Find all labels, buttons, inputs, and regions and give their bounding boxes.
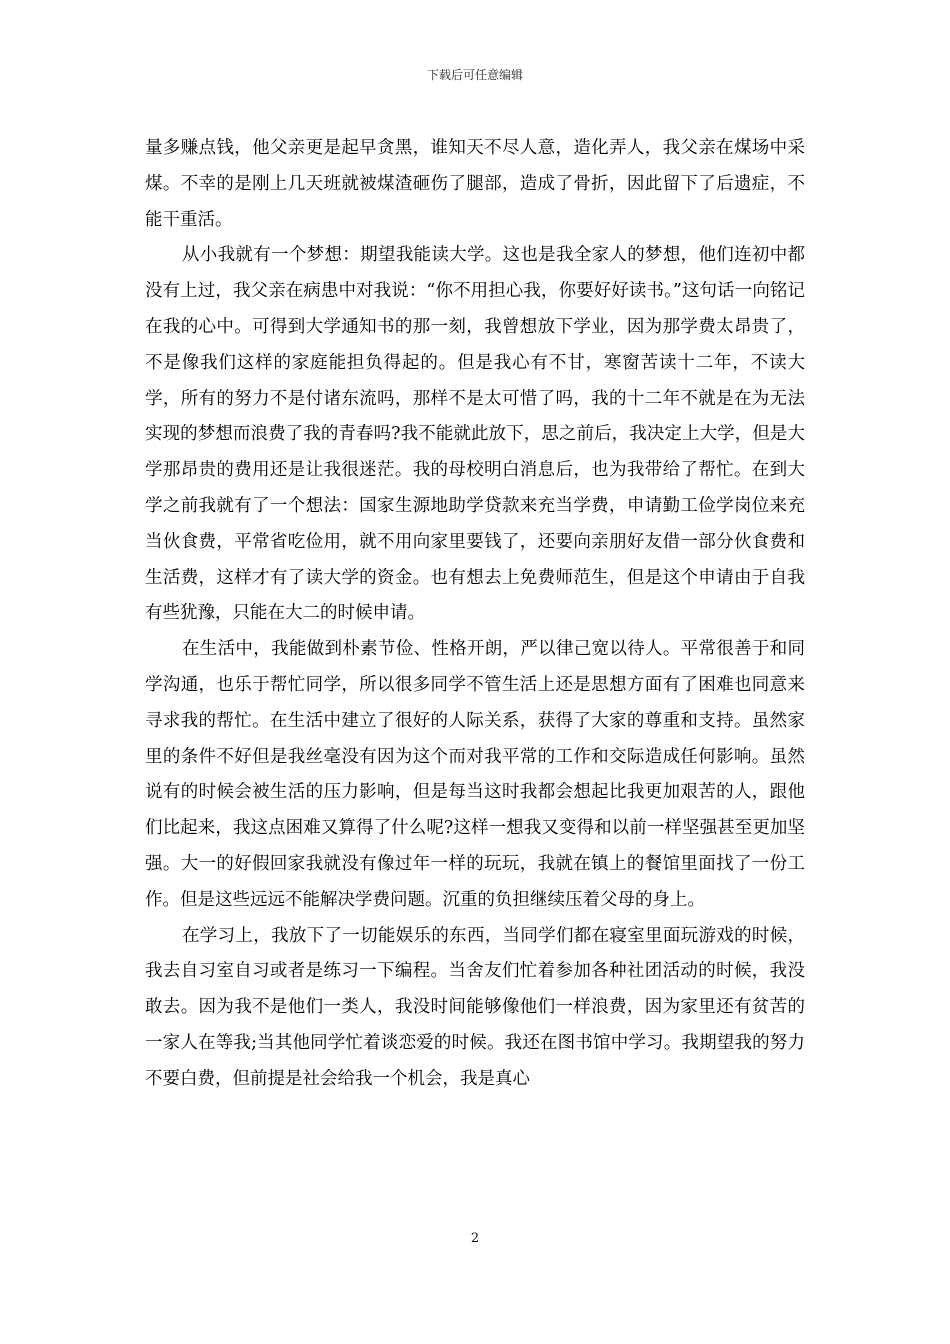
paragraph-1: 量多赚点钱，他父亲更是起早贪黑，谁知天不尽人意，造化弄人，我父亲在煤场中采煤。不幸的是刚上几天班就被煤渣砸伤了腿部，造成了骨折，因此留下了后遗症，不能干重活。 [145, 138, 805, 230]
page-number: 2 [470, 1231, 480, 1246]
paragraph-2: 从小我就有一个梦想：期望我能读大学。这也是我全家人的梦想，他们连初中都没有上过，我父亲在病患中对我说：“你不用担心我，你要好好读书。”这句话一向铭记在我的心中。可得到大学通知书的那一刻，我曾想放下学业，因为那学费太昂贵了，不是像我们这样的家庭能担负得起的。但是我心有不甘，寒窗苦读十二年，不读大学，所有的努力不是付诸东流吗，那样不是太可惜了吗，我的十二年不就是在为无法实现的梦想而浪费了我的青春吗?我不能就此放下，思之前后，我决定上大学，但是大学那昂贵的费用还是让我很迷茫。我的母校明白消息后，也为我带给了帮忙。在到大学之前我就有了一个想法：国家生源地助学贷款来充当学费，申请勤工俭学岗位来充当伙食费，平常省吃俭用，就不用向家里要钱了，还要向亲朋好友借一部分伙食费和生活费，这样才有了读大学的资金。也有想去上免费师范生，但是这个申请由于自我有些犹豫，只能在大二的时候申请。 [145, 245, 805, 624]
document-body [145, 131, 805, 1098]
page-header: 下载后可任意编辑 [426, 68, 523, 82]
paragraph-3: 在生活中，我能做到朴素节俭、性格开朗，严以律己宽以待人。平常很善于和同学沟通，也乐于帮忙同学，所以很多同学不管生活上还是思想方面有了困难也同意来寻求我的帮忙。在生活中建立了很好的人际关系，获得了大家的尊重和支持。虽然家里的条件不好但是我丝毫没有因为这个而对我平常的工作和交际造成任何影响。虽然说有的时候会被生活的压力影响，但是每当这时我都会想起比我更加艰苦的人，跟他们比起来，我这点困难又算得了什么呢?这样一想我又变得和以前一样坚强甚至更加坚强。大一的好假回家我就没有像过年一样的玩玩，我就在镇上的餐馆里面找了一份工作。但是这些远远不能解决学费问题。沉重的负担继续压着父母的身上。 [145, 639, 805, 910]
paragraph-4: 在学习上，我放下了一切能娱乐的东西，当同学们都在寝室里面玩游戏的时候，我去自习室自习或者是练习一下编程。当舍友们忙着参加各种社团活动的时候，我没敢去。因为我不是他们一类人，我没时间能够像他们一样浪费，因为家里还有贫苦的一家人在等我;当其他同学忙着谈恋爱的时候。我还在图书馆中学习。我期望我的努力不要白费，但前提是社会给我一个机会，我是真心 [145, 925, 805, 1089]
